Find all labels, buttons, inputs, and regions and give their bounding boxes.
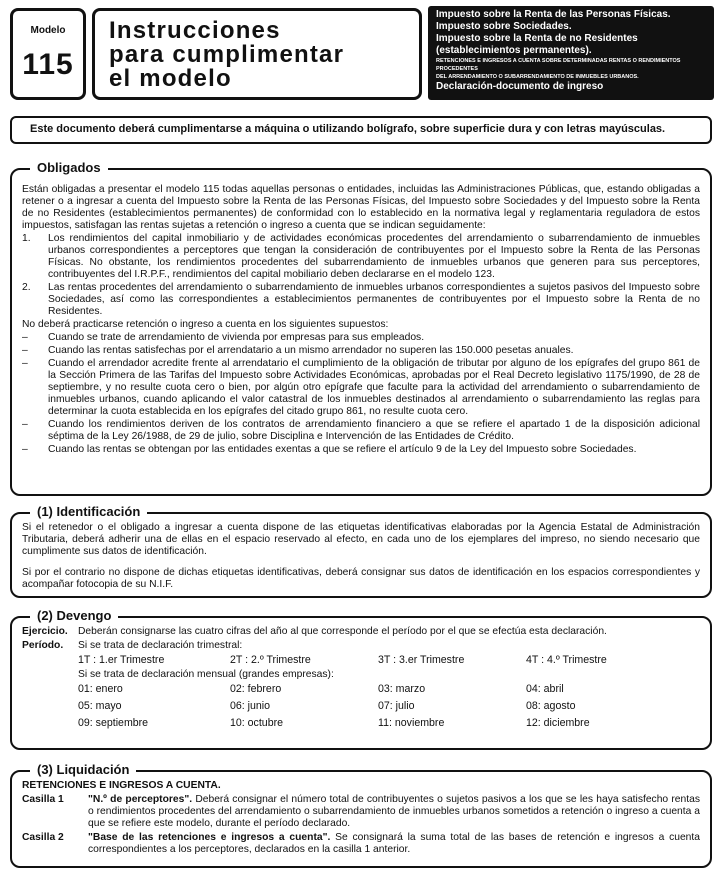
section-title-identificacion: (1) Identificación bbox=[30, 504, 147, 520]
list-item: – Cuando las rentas satisfechas por el arrendatario a un mismo arrendador no superen las 150.000 pesetas anuales. bbox=[22, 345, 574, 356]
casilla-title: "Base de las retenciones e ingresos a cuenta". bbox=[88, 832, 331, 843]
section-identificacion bbox=[10, 504, 712, 598]
obligados-intro: Están obligadas a presentar el modelo 115 todas aquellas personas o entidades, incluidas las Administraciones Públicas, que, estando obligadas a retener o a ingresar a cuenta del Impuesto sobre la Renta de las Personas Físicas, del Impuesto sobre Sociedades y del Impuesto sobre la Renta de no Residentes (establecimientos permanentes) de conformidad con lo establecido en la normativa legal y reglamentaria reguladora de estos impuestos, satisfagan las rentas sujetas a retención o ingreso a cuenta que se indican seguidamente: bbox=[22, 184, 700, 231]
trimestres-grid bbox=[78, 652, 700, 669]
list-item: 03: marzo bbox=[378, 683, 426, 695]
model-number-box bbox=[10, 8, 86, 100]
casilla-text: Se consignará la suma total de las bases de retención e ingresos a cuenta correspondientes a los perceptores, declarados en la casilla 1 anterior. bbox=[88, 832, 700, 855]
tax-line-sociedades: Impuesto sobre Sociedades. bbox=[436, 21, 572, 32]
list-item: – Cuando el arrendador acredite frente al arrendatario el cumplimiento de la obligación de tributar por alguno de los epígrafes del grupo 861 de la Sección Primera de las Tarifas del Impuesto sobre Actividades Económicas, aprobadas por el Real Decreto legislativo 1175/1990, de 28 de septiembre, y no resulte cuota cero o bien, por algún otro epígrafe que faculte para la actividad del arrendamiento o subarrendamiento de inmuebles urbanos, cuando aplicando el valor catastral de los inmuebles destinados al arrendamiento o subarrendamiento las reglas para determinar la cuota establecida en los epígrafes del citado grupo 861, no resulte cuota cero. bbox=[22, 358, 700, 417]
title-line-1: Instrucciones bbox=[109, 17, 281, 44]
list-item: 10: octubre bbox=[230, 717, 284, 729]
list-item: 06: junio bbox=[230, 700, 271, 712]
section-devengo bbox=[10, 608, 712, 750]
list-item: – Cuando se trate de arrendamiento de vivienda por empresas para sus empleados. bbox=[22, 332, 425, 343]
list-item: – Cuando las rentas se obtengan por las entidades exentas a que se refiere el artículo 9 de la Ley del Impuesto sobre Sociedades. bbox=[22, 444, 637, 455]
list-item: 07: julio bbox=[378, 700, 415, 712]
model-number: 115 bbox=[22, 48, 74, 81]
list-item: 12: diciembre bbox=[526, 717, 590, 729]
mensual-text: Si se trata de declaración mensual (grandes empresas): bbox=[78, 669, 334, 680]
tax-info-box bbox=[428, 6, 714, 100]
list-item: 11: noviembre bbox=[378, 717, 445, 729]
list-item: 1. Los rendimientos del capital inmobiliario y de actividades económicas procedentes del arrendamiento o subarrendamiento de inmuebles urbanos correspondientes a perceptores que tengan la consideración de contribuyentes por el Impuesto sobre la Renta de las Personas Físicas. No obstante, los rendimientos procedentes del subarrendamiento de inmuebles urbanos que generen para sus perceptores, contribuyentes del I.R.P.F., rendimientos del capital mobiliario deben declararse en el modelo 123. bbox=[22, 233, 700, 280]
list-item: – Cuando los rendimientos deriven de los contratos de arrendamiento financiero a que se refiere el apartado 1 de la disposición adicional séptima de la Ley 26/1988, de 29 de julio, sobre Disciplina e Intervención de las Entidades de Crédito. bbox=[22, 419, 700, 442]
list-item: 2. Las rentas procedentes del arrendamiento o subarrendamiento de inmuebles urbanos correspondientes a sujetos pasivos del Impuesto sobre Sociedades, así como las correspondientes a establecimientos permanentes de contribuyentes por el Impuesto sobre la Renta de no Residentes. bbox=[22, 282, 700, 317]
ejercicio-text: Deberán consignarse las cuatro cifras del año al que corresponde el período por el que se efectúa esta declaración. bbox=[78, 626, 607, 637]
list-item: 1T : 1.er Trimestre bbox=[78, 654, 165, 666]
periodo-label: Período. bbox=[22, 640, 64, 651]
notice-box: Este documento deberá cumplimentarse a máquina o utilizando bolígrafo, sobre superficie dura y con letras mayúsculas. bbox=[10, 116, 712, 144]
ejercicio-label: Ejercicio. bbox=[22, 626, 68, 637]
list-item: 3T : 3.er Trimestre bbox=[378, 654, 465, 666]
retenciones-line-2: DEL ARRENDAMIENTO O SUBARRENDAMIENTO DE INMUEBLES URBANOS. bbox=[436, 74, 639, 80]
identificacion-p1: Si el retenedor o el obligado a ingresar a cuenta dispone de las etiquetas identificativas elaboradas por la Agencia Estatal de Administración Tributaria, deberá adherir una de ellas en el espacio reservado al efecto, en cada uno de los ejemplares del impreso, no siendo necesario que cumplimente sus datos de identificación. bbox=[22, 522, 700, 557]
tax-line-no-residentes: Impuesto sobre la Renta de no Residentes (establecimientos permanentes). bbox=[436, 33, 638, 56]
title-line-3: el modelo bbox=[109, 65, 232, 92]
casilla-label: Casilla 2 bbox=[22, 832, 64, 843]
casilla-2 bbox=[22, 832, 700, 856]
list-item: 01: enero bbox=[78, 683, 123, 695]
list-item: 2T : 2.º Trimestre bbox=[230, 654, 311, 666]
casilla-title: "N.º de perceptores". bbox=[88, 794, 193, 805]
no-retencion-intro: No deberá practicarse retención o ingreso a cuenta en los siguientes supuestos: bbox=[22, 319, 389, 330]
casilla-1 bbox=[22, 794, 700, 830]
retenciones-line-1: RETENCIONES E INGRESOS A CUENTA SOBRE DETERMINADAS RENTAS O RENDIMIENTOS PROCEDENTES bbox=[436, 58, 681, 72]
periodo-row bbox=[22, 640, 700, 652]
list-item: 02: febrero bbox=[230, 683, 282, 695]
tax-line-irpf: Impuesto sobre la Renta de las Personas Físicas. bbox=[436, 9, 671, 20]
section-obligados bbox=[10, 160, 712, 496]
trimestral-text: Si se trata de declaración trimestral: bbox=[78, 640, 243, 651]
casilla-label: Casilla 1 bbox=[22, 794, 64, 805]
identificacion-p2: Si por el contrario no dispone de dichas etiquetas identificativas, deberá consignar sus datos de identificación en los espacios correspondientes y acompañar fotocopia de su N.I.F. bbox=[22, 567, 700, 590]
meses-grid bbox=[78, 681, 700, 732]
list-item: 04: abril bbox=[526, 683, 564, 695]
section-title-devengo: (2) Devengo bbox=[30, 608, 118, 624]
list-item: 08: agosto bbox=[526, 700, 576, 712]
list-item: 09: septiembre bbox=[78, 717, 149, 729]
casilla-text: Deberá consignar el número total de contribuyentes o sujetos pasivos a los que se les haya satisfecho rentas o rendimientos procedentes del arrendamiento o subarrendamiento de inmuebles urbanos sometidos a retención o ingreso a cuenta a que se refiere este modelo, durante el período declarado. bbox=[88, 794, 700, 829]
list-item: 4T : 4.º Trimestre bbox=[526, 654, 607, 666]
list-item: 05: mayo bbox=[78, 700, 122, 712]
section-title-obligados: Obligados bbox=[30, 160, 108, 176]
ejercicio-row bbox=[22, 626, 700, 638]
declaracion-line: Declaración-documento de ingreso bbox=[436, 81, 604, 92]
liquidacion-subtitle: RETENCIONES E INGRESOS A CUENTA. bbox=[22, 780, 221, 791]
document-title bbox=[92, 8, 422, 100]
section-title-liquidacion: (3) Liquidación bbox=[30, 762, 136, 778]
section-liquidacion bbox=[10, 762, 712, 868]
title-line-2: para cumplimentar bbox=[109, 41, 345, 68]
model-label: Modelo bbox=[30, 25, 66, 36]
